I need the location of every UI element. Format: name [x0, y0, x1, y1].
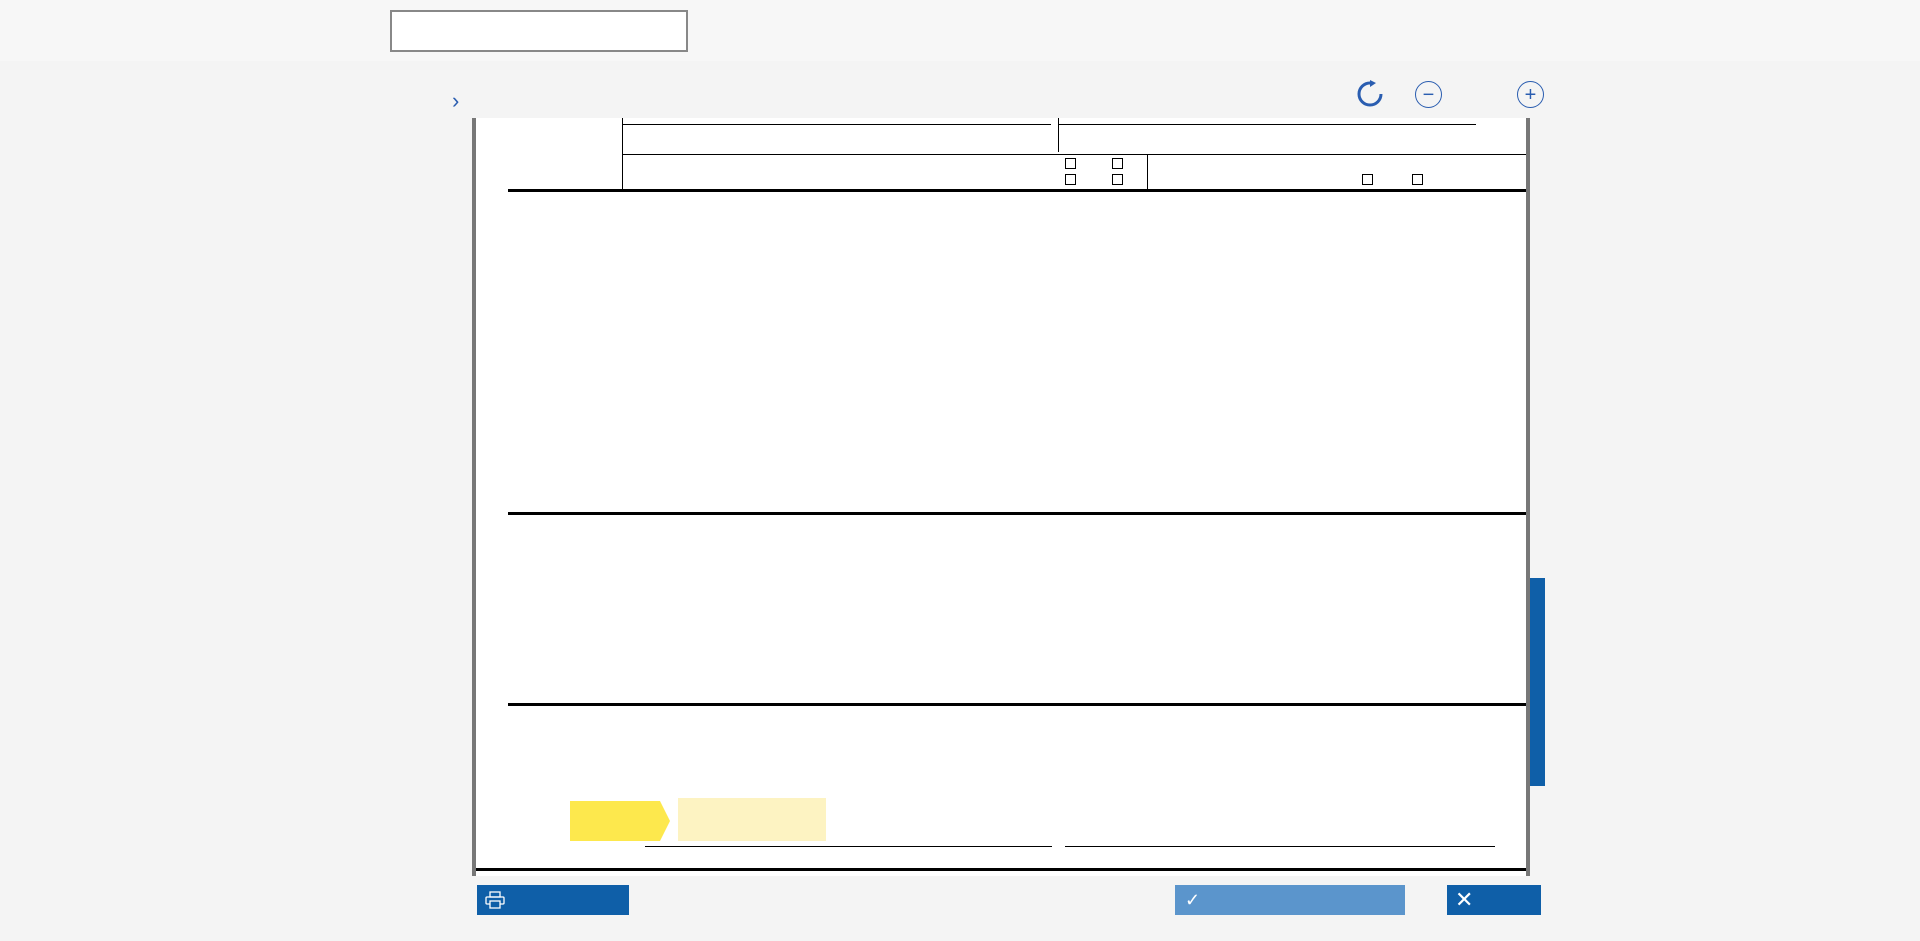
top-bar: [0, 0, 1920, 61]
close-icon: ✕: [1455, 887, 1474, 912]
plus-icon: +: [1524, 83, 1537, 106]
fi-logo-placeholder: [390, 10, 688, 52]
document-viewer[interactable]: [472, 118, 1530, 876]
confirm-signatures-button[interactable]: [1175, 885, 1405, 915]
loan-application-page: [476, 118, 1526, 876]
other-owner-no-checkbox[interactable]: [1412, 174, 1423, 185]
zoom-in-button[interactable]: [1517, 81, 1544, 108]
other-owner-yes-checkbox[interactable]: [1362, 174, 1373, 185]
principal-no-checkbox[interactable]: [1112, 158, 1123, 169]
cancel-button[interactable]: [1447, 885, 1541, 915]
signature-field[interactable]: [678, 798, 826, 841]
listed-no-checkbox[interactable]: [1112, 174, 1123, 185]
print-unsigned-button[interactable]: [477, 885, 629, 915]
listed-yes-checkbox[interactable]: [1065, 174, 1076, 185]
printer-icon: [485, 891, 505, 909]
checkmark-icon: ✓: [1185, 889, 1201, 910]
sign-button[interactable]: [570, 801, 670, 841]
zoom-out-button[interactable]: [1415, 81, 1442, 108]
minus-icon: −: [1422, 83, 1435, 106]
chevron-right-icon[interactable]: ›: [452, 88, 460, 113]
principal-yes-checkbox[interactable]: [1065, 158, 1076, 169]
refresh-icon[interactable]: [1355, 79, 1385, 109]
scrollbar-thumb[interactable]: [1530, 578, 1545, 786]
